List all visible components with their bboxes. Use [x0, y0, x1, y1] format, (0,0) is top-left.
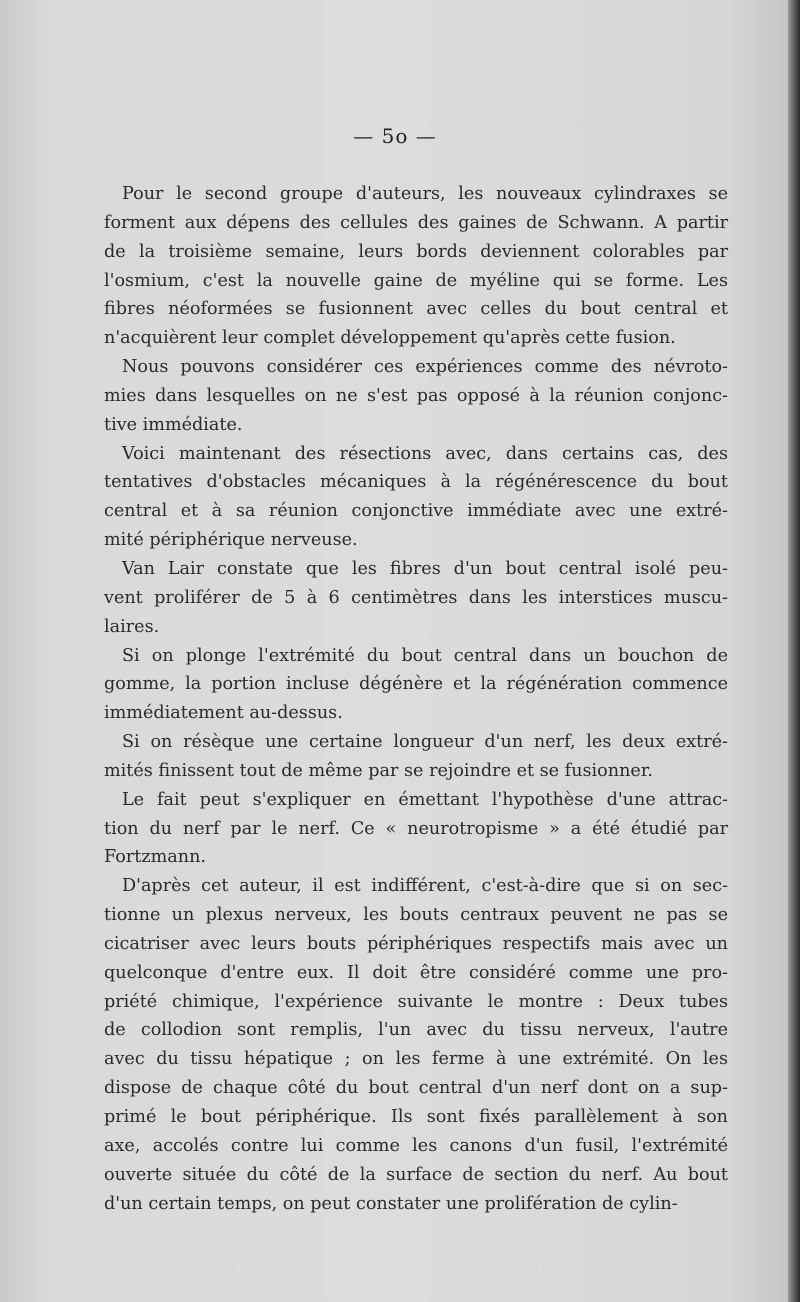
text-line: Fortzmann.: [104, 847, 207, 868]
text-line: axe, accolés contre lui comme les canons d'un fusil, l'extrémité: [104, 1135, 728, 1156]
text-line: de collodion sont remplis, l'un avec du tissu nerveux, l'autre: [104, 1020, 728, 1041]
text-line: vent proliférer de 5 à 6 centimètres dans les interstices muscu-: [104, 587, 728, 608]
text-line: Nous pouvons considérer ces expériences comme des névroto-: [122, 357, 728, 378]
text-line: cicatriser avec leurs bouts périphériques respectifs mais avec un: [104, 933, 728, 954]
text-line: l'osmium, c'est la nouvelle gaine de myéline qui se forme. Les: [104, 270, 728, 291]
page-number: — 5o —: [353, 124, 437, 148]
text-line: avec du tissu hépatique ; on les ferme à une extrémité. On les: [104, 1049, 728, 1070]
paragraph: [104, 642, 728, 729]
text-line: gomme, la portion incluse dégénère et la régénération commence: [104, 674, 728, 695]
text-line: priété chimique, l'expérience suivante le montre : Deux tubes: [104, 991, 728, 1012]
text-line: Le fait peut s'expliquer en émettant l'hypothèse d'une attrac-: [122, 789, 728, 810]
text-line: mités finissent tout de même par se rejoindre et se fusionner.: [104, 760, 653, 781]
text-line: central et à sa réunion conjonctive immédiate avec une extré-: [104, 501, 728, 522]
text-line: immédiatement au-dessus.: [104, 703, 343, 724]
text-line: forment aux dépens des cellules des gaines de Schwann. A partir: [104, 212, 728, 233]
text-line: ouverte située du côté de la surface de section du nerf. Au bout: [104, 1164, 728, 1185]
text-line: dispose de chaque côté du bout central d'un nerf dont on a sup-: [104, 1078, 728, 1099]
text-line: fibres néoformées se fusionnent avec celles du bout central et: [104, 299, 728, 320]
text-line: mies dans lesquelles on ne s'est pas opposé à la réunion conjonc-: [104, 385, 728, 406]
text-line: Voici maintenant des résections avec, dans certains cas, des: [122, 443, 728, 464]
text-line: primé le bout périphérique. Ils sont fixés parallèlement à son: [104, 1107, 728, 1127]
text-line: tive immédiate.: [104, 414, 243, 435]
page-edge-shadow: [788, 0, 800, 1302]
text-line: laires.: [104, 616, 160, 637]
text-line: D'après cet auteur, il est indifférent, c'est-à-dire que si on sec-: [122, 876, 728, 897]
paragraph: [104, 440, 728, 555]
text-line: quelconque d'entre eux. Il doit être considéré comme une pro-: [104, 962, 728, 983]
paragraph: [104, 180, 728, 353]
body-text: [104, 180, 728, 1218]
text-line: Van Lair constate que les fibres d'un bout central isolé peu-: [122, 558, 728, 579]
text-line: Si on plonge l'extrémité du bout central dans un bouchon de: [122, 645, 728, 666]
paragraph: [104, 728, 728, 786]
paragraph: [104, 555, 728, 642]
text-line: de la troisième semaine, leurs bords deviennent colorables par: [104, 241, 728, 262]
paragraph: [104, 872, 728, 1218]
text-line: Si on résèque une certaine longueur d'un nerf, les deux extré-: [122, 732, 728, 753]
text-line: tion du nerf par le nerf. Ce « neurotropisme » a été étudié par: [104, 818, 728, 839]
text-line: mité périphérique nerveuse.: [104, 530, 358, 551]
text-line: Pour le second groupe d'auteurs, les nouveaux cylindraxes se: [122, 184, 728, 204]
paragraph: [104, 786, 728, 873]
paragraph: [104, 353, 728, 440]
text-line: tentatives d'obstacles mécaniques à la régénérescence du bout: [104, 472, 728, 493]
text-line: d'un certain temps, on peut constater une prolifération de cylin-: [104, 1193, 678, 1214]
text-line: n'acquièrent leur complet développement qu'après cette fusion.: [104, 328, 676, 349]
text-line: tionne un plexus nerveux, les bouts centraux peuvent ne pas se: [104, 905, 728, 926]
